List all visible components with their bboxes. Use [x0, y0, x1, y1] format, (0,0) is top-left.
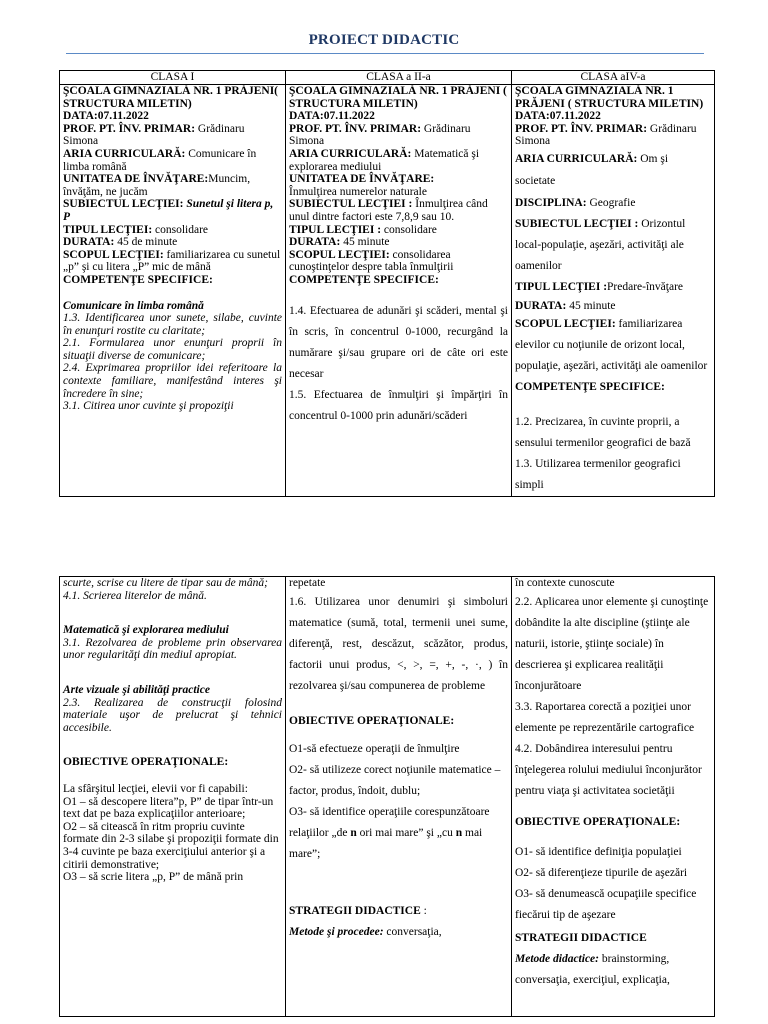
lesson-scope-label: SCOPUL LECŢIEI: [515, 317, 616, 330]
lesson-subject [289, 198, 508, 223]
lesson-subject-label: SUBIECTUL LECŢIEI : [515, 217, 639, 230]
methods-label: Metode didactice: [515, 953, 599, 966]
competence-item: 2.1. Formularea unor enunţuri proprii în situaţii diverse de comunicare; [63, 337, 282, 362]
lesson-scope [515, 314, 711, 377]
learning-unit-label: UNITATEA DE ÎNVĂŢARE: [289, 173, 435, 186]
lesson-subject-value: Orizontul local-populaţie, aşezări, activităţi ale oamenilor [515, 217, 686, 272]
objective-variable: n [350, 827, 357, 840]
lesson-table-page-2 [59, 576, 715, 1017]
area-heading: Matematică şi explorarea mediului [63, 624, 229, 637]
lesson-subject-label: SUBIECTUL LECŢIEI : [289, 198, 413, 211]
objective-variable: n [455, 827, 463, 840]
lesson-type [515, 277, 711, 298]
lesson-subject-label: SUBIECTUL LECŢIEI: [63, 198, 184, 211]
area-heading: Comunicare în limba română [63, 299, 204, 312]
learning-unit-value: Înmulţirea numerelor naturale [289, 185, 427, 198]
competence-item: 1.3. Utilizarea termenilor geografici simpli [515, 457, 681, 491]
lesson-date: DATA:07.11.2022 [63, 110, 149, 123]
page-title: PROIECT DIDACTIC [308, 32, 460, 48]
competence-item: 1.5. Efectuarea de înmulţiri şi împărţiri în concentrul 0-1000 prin adunări/scăderi [289, 388, 508, 422]
discipline-value: Geografie [586, 196, 636, 209]
lesson-subject-value: Sunetul şi litera p, P [63, 198, 274, 223]
teacher-line [289, 123, 508, 148]
lesson-type-label: TIPUL LECŢIEI: [63, 223, 153, 236]
curricular-area-label: ARIA CURRICULARĂ: [515, 152, 638, 165]
methods-value: brainstorming, conversaţia, exerciţiul, explicaţia, [515, 953, 670, 987]
curricular-area-value: Comunicare în limba română [63, 147, 257, 173]
learning-unit-value: Muncim, învăţăm, ne jucăm [63, 173, 251, 198]
lesson-duration [515, 298, 711, 314]
lesson-duration-value: 45 de minute [114, 236, 178, 249]
competence-item: 1.4. Efectuarea de adunări şi scăderi, mental şi în scris, în concentrul 0-1000, recurgând la numărare şi/sau grupare ori de câte ori este necesar [289, 304, 508, 380]
competence-item: în contexte cunoscute [515, 577, 615, 589]
lesson-duration-value: 45 minute [340, 236, 390, 249]
lesson-subject [63, 198, 282, 223]
header-class-4: CLASA aIV-a [512, 71, 715, 85]
title-divider [66, 53, 704, 54]
lesson-duration [63, 236, 282, 249]
lesson-duration-label: DURATA: [63, 236, 115, 249]
lesson-type [289, 224, 508, 237]
class-4-cell [512, 85, 715, 497]
strategies-heading: STRATEGII DIDACTICE [289, 905, 421, 918]
curricular-area [289, 148, 508, 173]
header-class-2: CLASA a II-a [286, 71, 512, 85]
objective-item [289, 802, 508, 865]
curricular-area-label: ARIA CURRICULARĂ: [289, 147, 412, 160]
lesson-scope [289, 249, 508, 274]
methods-line [515, 949, 711, 991]
lesson-subject-value: Înmulţirea când unul dintre factori este 7,8,9 sau 10. [289, 198, 488, 223]
lesson-scope-value: familiarizarea cu sunetul „p” şi cu litera „P” mic de mână [63, 248, 281, 274]
teacher-line [515, 123, 711, 148]
lesson-type-value: consolidare [381, 223, 437, 236]
discipline-label: DISCIPLINA: [515, 196, 587, 209]
competence-item: 1.3. Identificarea unor sunete, silabe, cuvinte în enunţuri rostite cu claritate; [63, 312, 282, 337]
competences-heading: COMPETENŢE SPECIFICE: [63, 273, 213, 286]
lesson-duration-label: DURATA: [289, 236, 341, 249]
lesson-date: DATA:07.11.2022 [515, 110, 601, 123]
competence-item: 1.2. Precizarea, în cuvinte proprii, a sensului termenilor geografici de bază [515, 415, 691, 449]
competence-item: 4.2. Dobândirea interesului pentru înţelegerea rolului mediului înconjurător pentru viaţa şi activitatea societăţii [515, 742, 702, 797]
lesson-date: DATA:07.11.2022 [289, 110, 375, 123]
objective-item: O1 – să descopere litera”p, P” de tipar într-un text dat pe baza explicaţiilor anterioare; [63, 795, 274, 821]
objective-item: O1-să efectueze operaţii de înmulţire [289, 743, 460, 756]
lesson-duration [289, 236, 508, 249]
competence-item: 1.6. Utilizarea unor denumiri şi simboluri matematice (sumă, total, termenii unei sume, diferenţă, rest, descăzut, scăzător, produs, factorii unui produs, <, >, =, +, -, ·, ) în rezolvarea şi/sau compunerea de probleme [289, 595, 508, 692]
lesson-type-label: TIPUL LECŢIEI : [289, 223, 382, 236]
teacher-label: PROF. PT. ÎNV. PRIMAR: [289, 122, 422, 135]
class-1-cell [60, 85, 286, 497]
objectives-heading: OBIECTIVE OPERAŢIONALE: [63, 756, 229, 769]
objectives-heading: OBIECTIVE OPERAŢIONALE: [289, 714, 455, 727]
competence-item: scurte, scrise cu litere de tipar sau de mână; [63, 577, 268, 589]
strategies-heading: STRATEGII DIDACTICE [515, 932, 647, 945]
lesson-table-page-1 [59, 70, 715, 497]
objectives-heading: OBIECTIVE OPERAŢIONALE: [515, 815, 681, 828]
lesson-type-label: TIPUL LECŢIEI : [515, 280, 608, 293]
curricular-area-value: Matematică şi explorarea mediului [289, 147, 480, 173]
teacher-name: Grădinaru Simona [289, 122, 471, 148]
lesson-duration-label: DURATA: [515, 299, 567, 312]
methods-line [289, 922, 508, 943]
competence-item: 3.3. Raportarea corectă a poziţiei unor elemente pe reprezentările cartografice [515, 700, 695, 734]
methods-value: conversaţia, [383, 926, 442, 939]
objective-item: O1- să identifice definiţia populaţiei [515, 846, 682, 859]
lesson-type-value: consolidare [152, 223, 209, 236]
competence-item: repetate [289, 577, 326, 589]
class-2-cell [286, 85, 512, 497]
objectives-intro: La sfârşitul lecţiei, elevii vor fi capabili: [63, 782, 248, 795]
teacher-label: PROF. PT. ÎNV. PRIMAR: [63, 122, 196, 135]
header-class-1: CLASA I [60, 71, 286, 85]
learning-unit [63, 173, 282, 198]
methods-label: Metode şi procedee: [289, 926, 384, 939]
lesson-scope-value: familiarizarea elevilor cu noţiunile de orizont local, populaţie, aşezări, activităţi ale oamenilor [515, 317, 708, 372]
school-name: ŞCOALA GIMNAZIALĂ NR. 1 PRĂJENI( STRUCTURA MILETIN) [63, 85, 279, 110]
school-name: ŞCOALA GIMNAZIALĂ NR. 1 PRĂJENI ( STRUCTURA MILETIN) [289, 85, 507, 110]
curricular-area-value: Om şi societate [515, 152, 669, 187]
competence-item: 4.1. Scrierea literelor de mână. [63, 589, 207, 602]
lesson-scope-label: SCOPUL LECŢIEI: [289, 248, 390, 261]
objective-item: O2- să diferenţieze tipurile de aşezări [515, 867, 688, 880]
competences-heading: COMPETENŢE SPECIFICE: [289, 273, 439, 286]
objective-text: O3- să identifice operaţiile corespunzătoare relaţiilor „de [289, 806, 490, 840]
objective-item: O2 – să citească în ritm propriu cuvinte formate din 2-3 silabe şi propoziţii formate din 3-4 cuvinte pe baza exerciţiului anterior şi a citirii demonstrative; [63, 820, 279, 871]
strategies-line [289, 901, 508, 922]
class-4-cell-continued [512, 577, 715, 1017]
competence-item: 2.3. Realizarea de construcţii folosind materiale uşor de prelucrat şi tehnici accesibile. [63, 696, 282, 734]
competence-item: 2.4. Exprimarea propriilor idei referitoare la contexte familiare, manifestând interes şi încredere în sine; [63, 362, 282, 400]
class-header-row [60, 71, 715, 85]
competence-item: 2.2. Aplicarea unor elemente şi cunoştinţe dobândite la alte discipline (ştiinţe ale naturii, istorie, ştiinţe sociale) în descrierea şi explicarea realităţii înconjurătoare [515, 595, 709, 692]
school-name: ŞCOALA GIMNAZIALĂ NR. 1 PRĂJENI ( STRUCTURA MILETIN) [515, 85, 704, 110]
discipline [515, 192, 711, 214]
teacher-label: PROF. PT. ÎNV. PRIMAR: [515, 122, 648, 135]
lesson-subject [515, 214, 711, 277]
lesson-duration-value: 45 minute [566, 299, 616, 312]
competence-item: 3.1. Citirea unor cuvinte şi propoziţii [63, 400, 234, 413]
teacher-name: Grădinaru Simona [63, 122, 245, 148]
teacher-line [63, 123, 282, 148]
objective-item: O3 – să scrie litera „p, P” de mână prin [63, 871, 244, 884]
lesson-scope-value: consolidarea cunoştinţelor despre tabla înmulţirii [289, 248, 454, 274]
objective-text: ori mai mare” şi „cu [356, 827, 456, 840]
curricular-area [63, 148, 282, 173]
lesson-scope [63, 249, 282, 274]
objective-item: O3- să denumească ocupaţiile specifice fiecărui tip de aşezare [515, 888, 697, 922]
objective-item: O2- să utilizeze corect noţiunile matematice – factor, produs, îndoit, dublu; [289, 764, 501, 798]
teacher-name: Grădinaru Simona [515, 122, 697, 148]
area-heading: Arte vizuale şi abilităţi practice [63, 683, 210, 696]
curricular-area [515, 148, 711, 192]
lesson-scope-label: SCOPUL LECŢIEI: [63, 248, 164, 261]
competences-heading: COMPETENŢE SPECIFICE: [515, 380, 665, 393]
learning-unit-label: UNITATEA DE ÎNVĂŢARE: [63, 173, 209, 186]
lesson-type [63, 224, 282, 237]
objective-text: mai mare”; [289, 827, 483, 861]
class-2-cell-continued [286, 577, 512, 1017]
lesson-type-value: Predare-învăţare [607, 280, 684, 293]
strategies-colon: : [420, 905, 427, 918]
competence-item: 3.1. Rezolvarea de probleme prin observarea unor regularităţi din mediul apropiat. [63, 636, 282, 662]
curricular-area-label: ARIA CURRICULARĂ: [63, 147, 186, 160]
class-1-cell-continued [60, 577, 286, 1017]
